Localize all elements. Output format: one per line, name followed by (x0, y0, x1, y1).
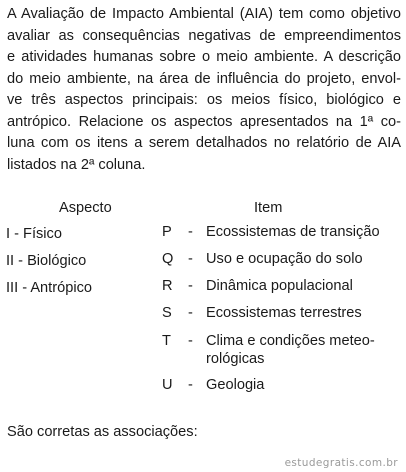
item-dash: - (188, 278, 193, 294)
item-text: Dinâmica populacional (206, 278, 353, 294)
aspect-physical: I - Físico (6, 226, 62, 242)
paragraph-line: listados na 2ª coluna. (7, 156, 146, 173)
item-dash: - (188, 305, 193, 321)
item-letter: R (162, 278, 173, 294)
item-text-continuation: rológicas (206, 351, 265, 367)
item-letter: U (162, 377, 173, 393)
paragraph-line: luna com os itens a serem detalhados no relatório de AIA (7, 135, 401, 151)
item-dash: - (188, 333, 193, 349)
item-dash: - (188, 224, 193, 240)
item-letter: T (162, 333, 171, 349)
item-column-header: Item (254, 200, 283, 216)
item-text: Uso e ocupação do solo (206, 251, 363, 267)
answer-prompt: São corretas as associações: (7, 424, 198, 440)
item-dash: - (188, 251, 193, 267)
item-text: Ecossistemas terrestres (206, 305, 362, 321)
item-letter: Q (162, 251, 174, 267)
item-text: Ecossistemas de transição (206, 224, 380, 240)
paragraph-line: antrópico. Relacione os aspectos apresentados na 1ª co- (7, 113, 401, 130)
paragraph-line: ve três aspectos principais: os meios físico, biológico e (7, 92, 401, 108)
aspect-anthropic: III - Antrópico (6, 280, 92, 296)
question-paragraph (7, 4, 401, 176)
item-dash: - (188, 377, 193, 393)
aspect-column-header: Aspecto (59, 200, 112, 216)
paragraph-line: A Avaliação de Impacto Ambiental (AIA) tem como objetivo (7, 6, 401, 22)
aspect-biological: II - Biológico (6, 253, 87, 269)
item-text: Clima e condições meteo- (206, 333, 375, 349)
item-letter: S (162, 305, 172, 321)
item-text: Geologia (206, 377, 265, 393)
paragraph-line: avaliar as consequências negativas de empreendimentos (7, 27, 401, 44)
site-watermark: estudegratis.com.br (284, 457, 398, 469)
item-letter: P (162, 224, 172, 240)
paragraph-line: e atividades humanas sobre o meio ambiente. A descrição (7, 49, 401, 65)
paragraph-line: do meio ambiente, na área de influência do projeto, envol- (7, 70, 401, 87)
